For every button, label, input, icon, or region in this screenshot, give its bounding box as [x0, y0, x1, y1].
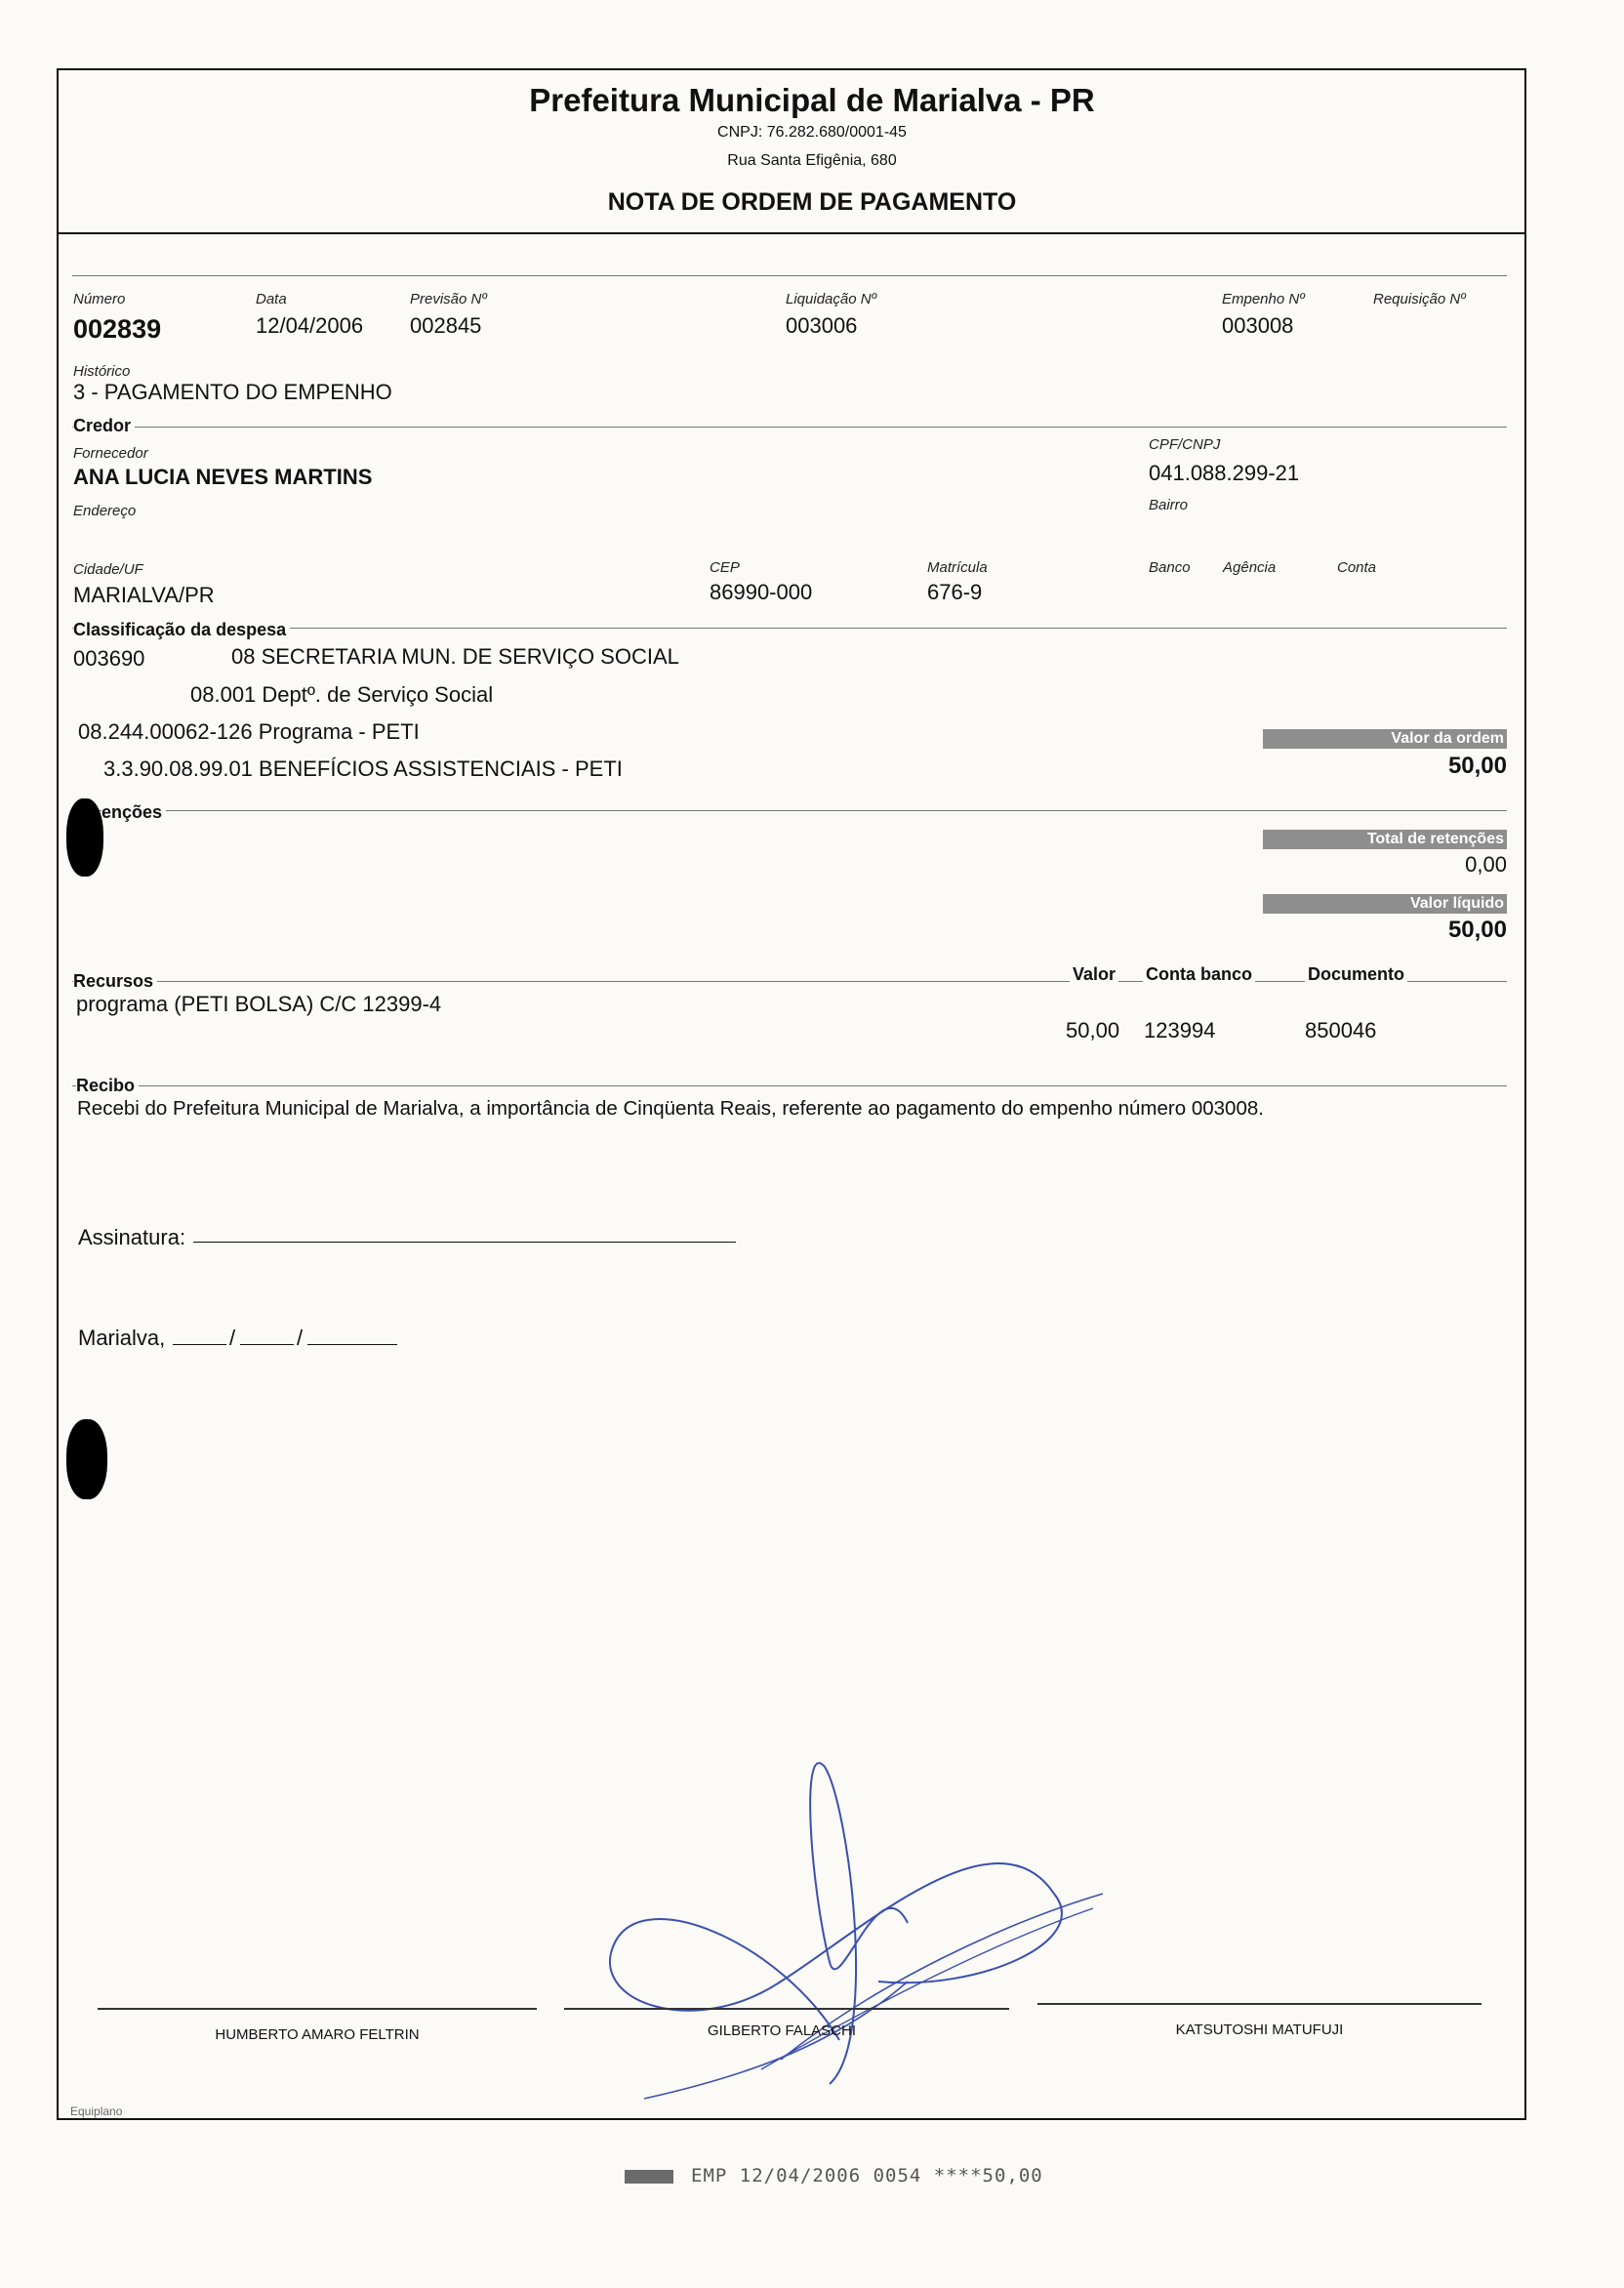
- punch-hole-2: [66, 1419, 107, 1499]
- cnpj-text: CNPJ: 76.282.680/0001-45: [717, 124, 907, 141]
- classificacao-programa: 08.244.00062-126 Programa - PETI: [78, 719, 420, 744]
- fornecedor-value: ANA LUCIA NEVES MARTINS: [73, 465, 373, 489]
- empenho-label: Empenho Nº: [1222, 291, 1305, 307]
- recursos-valor-header: Valor: [1070, 964, 1118, 985]
- classificacao-unidade: 08.001 Deptº. de Serviço Social: [190, 682, 494, 707]
- recursos-section-title: Recursos: [73, 971, 157, 992]
- agencia-label: Agência: [1223, 559, 1277, 576]
- cep-label: CEP: [710, 559, 740, 576]
- date-day-line: [173, 1344, 226, 1345]
- matricula-label: Matrícula: [927, 559, 988, 576]
- banco-label: Banco: [1149, 559, 1191, 576]
- historico-value: 3 - PAGAMENTO DO EMPENHO: [73, 380, 392, 404]
- recibo-section-title: Recibo: [76, 1076, 139, 1096]
- assinatura-line: [193, 1242, 736, 1243]
- recursos-documento-header: Documento: [1305, 964, 1407, 985]
- cpf-label: CPF/CNPJ: [1149, 436, 1221, 453]
- data-label: Data: [256, 291, 287, 307]
- cidade-value: MARIALVA/PR: [73, 583, 215, 607]
- signature-line-1: [98, 2008, 537, 2010]
- marialva-date-label: Marialva,: [78, 1326, 166, 1350]
- bank-stamp-mark: [625, 2170, 673, 2184]
- classificacao-section-title: Classificação da despesa: [73, 620, 290, 640]
- endereco-label: Endereço: [73, 503, 137, 519]
- classificacao-elemento: 3.3.90.08.99.01 BENEFÍCIOS ASSISTENCIAIS - PETI: [103, 756, 623, 781]
- recursos-rule: [72, 981, 1507, 982]
- doc-type-title: NOTA DE ORDEM DE PAGAMENTO: [607, 188, 1017, 216]
- handwritten-signature: [586, 1747, 1132, 2118]
- date-year-line: [307, 1344, 397, 1345]
- credor-section-title: Credor: [73, 416, 135, 436]
- classificacao-codigo: 003690: [73, 646, 145, 671]
- liquidacao-value: 003006: [786, 313, 858, 338]
- cidade-label: Cidade/UF: [73, 561, 143, 578]
- recursos-conta-header: Conta banco: [1143, 964, 1255, 985]
- recursos-valor: 50,00: [1066, 1018, 1120, 1042]
- document-title: Prefeitura Municipal de Marialva - PR: [529, 82, 1095, 118]
- assinatura-label: Assinatura:: [78, 1225, 186, 1249]
- requisicao-label: Requisição Nº: [1373, 291, 1466, 307]
- numero-value: 002839: [73, 314, 162, 344]
- empenho-value: 003008: [1222, 313, 1294, 338]
- fornecedor-label: Fornecedor: [73, 445, 148, 462]
- data-value: 12/04/2006: [256, 313, 364, 338]
- valor-liquido-value: 50,00: [1447, 917, 1507, 943]
- header-divider: [57, 232, 1526, 234]
- retencoes-rule: [72, 810, 1507, 811]
- total-retencoes-value: 0,00: [1465, 852, 1507, 877]
- bairro-label: Bairro: [1149, 497, 1189, 513]
- punch-hole-1: [66, 798, 103, 877]
- historico-label: Histórico: [73, 363, 131, 380]
- software-credit: Equiplano: [70, 2104, 123, 2118]
- previsao-value: 002845: [410, 313, 482, 338]
- matricula-value: 676-9: [927, 580, 983, 604]
- address-text: Rua Santa Efigênia, 680: [727, 152, 897, 169]
- signature-line-2: [564, 2008, 1009, 2010]
- signature-line-3: [1037, 2003, 1482, 2005]
- order-top-rule: [72, 275, 1507, 276]
- liquidacao-label: Liquidação Nº: [786, 291, 877, 307]
- valor-liquido-bar: Valor líquido: [1263, 894, 1507, 914]
- recibo-text: Recebi do Prefeitura Municipal de Marialva, a importância de Cinqüenta Reais, referente ao pagamento do empenho número 003008.: [77, 1097, 1264, 1120]
- retencoes-section-title: enções: [102, 802, 166, 823]
- signatory-name-2: GILBERTO FALASCHI: [708, 2022, 856, 2039]
- bank-stamp: [625, 2165, 1043, 2186]
- date-slash-2: /: [297, 1326, 304, 1350]
- date-slash-1: /: [229, 1326, 236, 1350]
- recursos-documento: 850046: [1305, 1018, 1377, 1042]
- credor-rule: [72, 427, 1507, 428]
- cep-value: 86990-000: [710, 580, 813, 604]
- signatory-name-1: HUMBERTO AMARO FELTRIN: [215, 2026, 420, 2043]
- valor-ordem-bar: Valor da ordem: [1263, 729, 1507, 749]
- recursos-descricao: programa (PETI BOLSA) C/C 12399-4: [76, 992, 442, 1016]
- recursos-conta: 123994: [1144, 1018, 1216, 1042]
- recibo-rule: [72, 1085, 1507, 1086]
- cpf-value: 041.088.299-21: [1149, 461, 1300, 485]
- classificacao-orgao: 08 SECRETARIA MUN. DE SERVIÇO SOCIAL: [231, 644, 679, 669]
- conta-label: Conta: [1337, 559, 1377, 576]
- valor-ordem-value: 50,00: [1447, 753, 1507, 779]
- total-retencoes-bar: Total de retenções: [1263, 830, 1507, 849]
- previsao-label: Previsão Nº: [410, 291, 487, 307]
- date-month-line: [240, 1344, 294, 1345]
- signatory-name-3: KATSUTOSHI MATUFUJI: [1175, 2022, 1344, 2038]
- bank-stamp-text: EMP 12/04/2006 0054 ****50,00: [691, 2165, 1043, 2186]
- numero-label: Número: [73, 291, 126, 307]
